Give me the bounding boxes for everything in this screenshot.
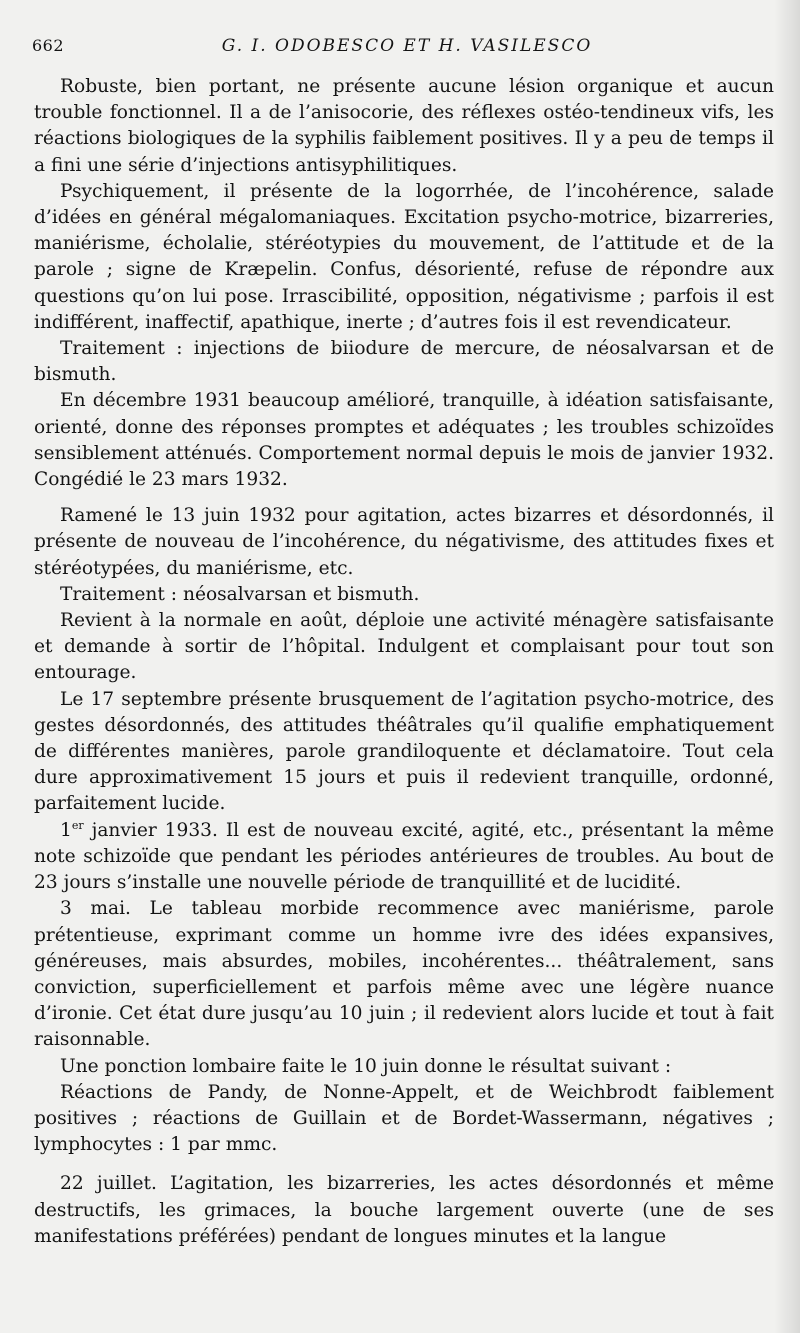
paragraph-september: Le 17 septembre présente brusquement de l’agitation psycho-motrice, des gestes désordonnés, des attitudes théâtrales qu’il qualifie emphatiquement de différentes manières, parole grandiloquente et déclamatoire. Tout cela dure approximativement 15 jours et puis il redevient tranquille, ordonné, parfaitement lucide. [34,688,774,815]
paragraph-december-1931: En décembre 1931 beaucoup amélioré, tranquille, à idéation satisfaisante, orienté, donne des réponses promptes et adéquates ; les troubles schizoïdes sensiblement atténués. Comportement normal depuis le mois de janvier 1932. Congédié le 23 mars 1932. [34,390,774,491]
paragraph-treatment-2: Traitement : néosalvarsan et bismuth. [60,583,420,605]
paragraph-reactions: Réactions de Pandy, de Nonne-Appelt, et de Weichbrodt faiblement positives ; réactions de Guillain et de Bordet-Wassermann, négatives ; lymphocytes : 1 par mmc. [34,1081,774,1156]
running-title: G. I. ODOBESCO ET H. VASILESCO [221,36,593,56]
ordinal-suffix: er [71,818,84,832]
body-text [34,74,774,1250]
paragraph-august: Revient à la normale en août, déploie une activité ménagère satisfaisante et demande à sortir de l’hôpital. Indulgent et complaisant pour tout son entourage. [34,610,774,684]
page-edge-shadow [774,0,800,1333]
paragraph-january-1933 [34,818,774,897]
january-1933-text: janvier 1933. Il est de nouveau excité, agité, etc., présentant la même note schizoïde que pendant les périodes antérieures de troubles. Au bout de 23 jours s’installe une nouvelle période de tranquillité et de lucidité. [34,819,774,894]
page-number: 662 [32,36,65,55]
paragraph-lumbar-puncture: Une ponction lombaire faite le 10 juin donne le résultat suivant : [60,1055,672,1077]
paragraph-treatment-1: Traitement : injections de biiodure de mercure, de néosalvarsan et de bismuth. [34,338,774,386]
paragraph-june-1932: Ramené le 13 juin 1932 pour agitation, actes bizarres et désordonnés, il présente de nouveau de l’incohérence, du négativisme, des attitudes fixes et stéréotypées, du maniérisme, etc. [34,505,774,579]
running-head [34,32,780,60]
paragraph-may: 3 mai. Le tableau morbide recommence avec maniérisme, parole prétentieuse, exprimant comme un homme ivre des idées expansives, généreuses, mais absurdes, mobiles, incohérentes... théâtralement, sans conviction, superficiellement et parfois même avec une légère nuance d’ironie. Cet état dure jusqu’au 10 juin ; il redevient alors lucide et tout à fait raisonnable. [34,898,774,1051]
paragraph-july: 22 juillet. L’agitation, les bizarreries, les actes désordonnés et même destructifs, les grimaces, la bouche largement ouverte (une de ses manifestations préférées) pendant de longues minutes et la langue [34,1173,774,1247]
paragraph-physical-exam: Robuste, bien portant, ne présente aucune lésion organique et aucun trouble fonctionnel. Il a de l’anisocorie, des réflexes ostéo-tendineux vifs, les réactions biologiques de la syphilis faiblement positives. Il y a peu de temps il a fini une série d’injections antisyphilitiques. [34,76,774,176]
ordinal-number: 1 [60,819,72,841]
paragraph-psychic-state: Psychiquement, il présente de la logorrhée, de l’incohérence, salade d’idées en général mégalomaniaques. Excitation psycho-motrice, bizarreries, maniérisme, écholalie, stéréotypies du mouvement, de l’attitude et de la parole ; signe de Kræpelin. Confus, désorienté, refuse de répondre aux questions qu’on lui pose. Irrascibilité, opposition, négativisme ; parfois il est indifférent, inaffectif, apathique, inerte ; d’autres fois il est revendicateur. [34,180,774,333]
